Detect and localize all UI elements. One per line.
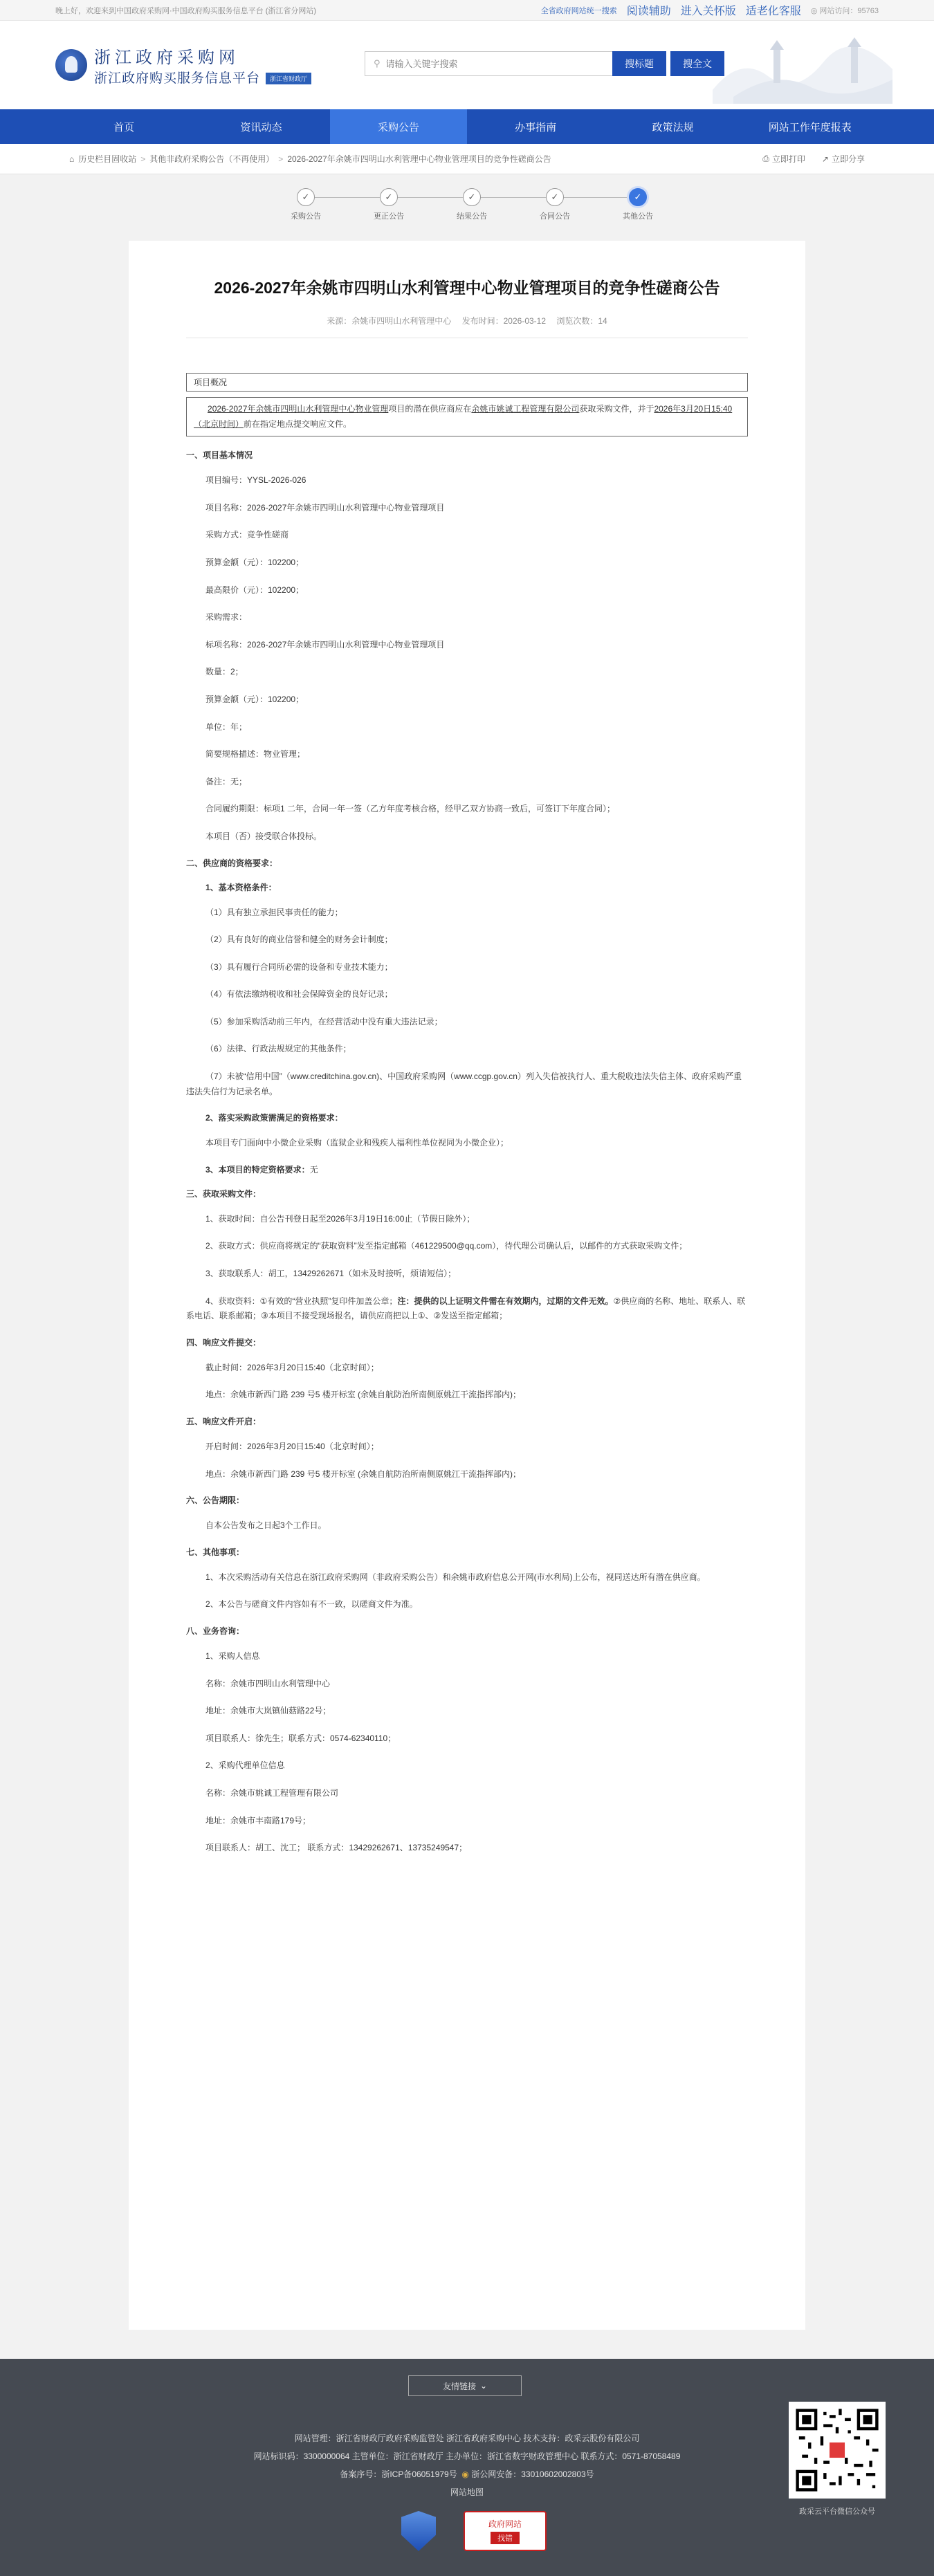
- footer-badges: [401, 2511, 547, 2551]
- submission-deadline: 截止时间：2026年3月20日15:40（北京时间）；: [205, 1362, 379, 1372]
- step-result[interactable]: [441, 188, 503, 221]
- overview-project-name: 2026-2027年余姚市四明山水利管理中心物业管理: [208, 404, 389, 414]
- section-submission: 四、响应文件提交：: [186, 1337, 262, 1347]
- print-label: 立即打印: [771, 154, 805, 164]
- gov-site-error-report-badge[interactable]: [464, 2511, 547, 2551]
- icp-number[interactable]: 备案序号：浙ICP备06051979号: [340, 2469, 457, 2479]
- landscape-decoration: [713, 28, 892, 104]
- overview-heading-text: 项目概况: [194, 378, 228, 387]
- policy-qualifications: 2、落实采购政策需满足的资格要求：: [205, 1113, 343, 1123]
- share-icon: ↗: [821, 154, 829, 164]
- quantity: 数量：2；: [205, 667, 244, 677]
- breadcrumb-bar: [0, 144, 934, 174]
- purchaser-name: 名称：余姚市四明山水利管理中心: [205, 1678, 331, 1689]
- share-button[interactable]: [822, 153, 865, 165]
- nav-news[interactable]: 资讯动态: [240, 121, 282, 134]
- nav-home[interactable]: 首页: [113, 121, 135, 134]
- print-button[interactable]: [762, 153, 805, 165]
- section-other: 七、其他事项：: [186, 1547, 245, 1557]
- overview-deadline: 2026年3月20日15:40（北京时间）: [194, 404, 733, 429]
- qualification-item: （5）参加采购活动前三年内，在经营活动中没有重大违法记录；: [205, 1016, 443, 1027]
- site-logo[interactable]: [55, 44, 311, 86]
- sme-policy: 本项目专门面向中小微企业采购（监狱企业和残疾人福利性单位视同为小微企业）；: [205, 1138, 509, 1148]
- logo-line1: 浙江政府采购网: [94, 48, 239, 67]
- wechat-qr-code: [789, 2402, 886, 2499]
- obtain-contact: 3、获取联系人：胡工，13429262671（如未及时接听，烦请短信）；: [205, 1269, 457, 1279]
- check-icon: ✓: [629, 188, 647, 206]
- notice-progress: [0, 174, 934, 241]
- site-header: [0, 21, 934, 109]
- breadcrumb-separator: >: [278, 154, 284, 164]
- breadcrumb-item-other[interactable]: 其他非政府采购公告（不再使用）: [149, 154, 275, 164]
- qualification-item-credit: （7）未被“信用中国”（www.creditchina.gov.cn)、中国政府采购网（www.ccgp.gov.cn）列入失信被执行人、重大税收违法失信主体、政府采购严重违法失信行为记录名单。: [186, 1071, 742, 1096]
- notice-period: 自本公告发布之日起3个工作日。: [205, 1520, 327, 1531]
- friend-links-label: 友情链接: [442, 2381, 476, 2391]
- nav-annual-report[interactable]: 网站工作年度报表: [768, 121, 852, 134]
- section-basic-info: 一、项目基本情况: [186, 450, 253, 461]
- gov-search-link[interactable]: 全省政府网站统一搜索: [540, 6, 617, 15]
- purchaser-contact: 项目联系人：徐先生；联系方式：0574-62340110；: [205, 1733, 396, 1743]
- step-label: 结果公告: [457, 212, 487, 221]
- visit-count-text: 网站访问：95763: [819, 6, 879, 15]
- welcome-text: 晚上好，欢迎来到中国政府采购网·中国政府购买服务信息平台 (浙江省分网站): [55, 6, 317, 15]
- special-qualifications: [205, 1163, 748, 1175]
- obtain-materials-c: ②供应商的名称、地址、联系人、联系电话、联系邮箱；③本项目不接受现场报名，请供应商把以上①、②发送至指定邮箱；: [186, 1296, 746, 1321]
- section-consultation: 八、业务咨询：: [186, 1626, 245, 1636]
- top-bar-links: [541, 2, 879, 18]
- site-map-link[interactable]: 网站地图: [450, 2487, 484, 2497]
- purchaser-address: 地址：余姚市大岚镇仙菇路22号；: [205, 1706, 331, 1716]
- police-record[interactable]: 浙公网安备：33010602002803号: [471, 2469, 594, 2479]
- breadcrumb-separator: >: [140, 154, 146, 164]
- check-icon: ✓: [546, 188, 564, 206]
- nav-announcements[interactable]: 采购公告: [330, 109, 467, 144]
- overview-text-d: 获取采购文件，并于: [579, 404, 654, 414]
- qualification-item: （2）具有良好的商业信誉和健全的财务会计制度；: [205, 935, 393, 945]
- section-obtain-docs: 三、获取采购文件：: [186, 1188, 262, 1199]
- badge-tag: 找错: [491, 2532, 520, 2544]
- section-opening: 五、响应文件开启：: [186, 1417, 262, 1426]
- procurement-needs: 采购需求：: [205, 612, 248, 623]
- qualification-item: （3）具有履行合同所必需的设备和专业技术能力；: [205, 962, 393, 972]
- search-input[interactable]: [386, 59, 594, 69]
- main-nav: [0, 109, 934, 144]
- agency-address: 地址：余姚市丰南路179号；: [205, 1815, 311, 1825]
- contract-period: 合同履约期限：标项1 二年，合同一年一签（乙方年度考核合格，经甲乙双方协商一致后，可签订下年度合同）；: [205, 804, 616, 814]
- search-bar: [365, 51, 724, 76]
- obtain-materials-a: 4、获取资料：①有效的“营业执照”复印件加盖公章；: [205, 1296, 398, 1306]
- check-icon: ✓: [297, 188, 315, 206]
- share-label: 立即分享: [831, 154, 865, 164]
- project-number: 项目编号：YYSL-2026-026: [205, 475, 306, 486]
- unit: 单位：年；: [205, 721, 248, 732]
- eye-icon: ◎: [810, 6, 818, 15]
- article-meta: [186, 315, 748, 338]
- nav-guide[interactable]: 办事指南: [515, 121, 557, 134]
- search-title-button[interactable]: 搜标题: [612, 51, 666, 76]
- friend-links-dropdown[interactable]: [408, 2375, 522, 2396]
- overview-text-f: 前在指定地点提交响应文件。: [244, 418, 352, 429]
- step-procurement[interactable]: [275, 188, 337, 221]
- site-footer: [0, 2359, 934, 2576]
- breadcrumb: [69, 153, 551, 165]
- qualification-item: （6）法律、行政法规规定的其他条件；: [205, 1044, 351, 1054]
- badge-title: 政府网站: [488, 2519, 522, 2529]
- check-icon: ✓: [463, 188, 481, 206]
- elder-service-link[interactable]: 适老化客服: [745, 6, 801, 17]
- budget-amount: 预算金额（元）：102200；: [205, 557, 304, 567]
- overview-box: [186, 397, 748, 436]
- step-other[interactable]: [607, 188, 669, 221]
- other-item: 1、本次采购活动有关信息在浙江政府采购网（非政府采购公告）和余姚市政府信息公开网(市水利局)上公布，视同送达所有潜在供应商。: [205, 1572, 706, 1582]
- basic-qualifications: 1、基本资格条件：: [205, 882, 277, 892]
- elder-mode-link[interactable]: 进入关怀版: [680, 6, 736, 17]
- other-item: 2、本公告与磋商文件内容如有不一致，以磋商文件为准。: [205, 1599, 418, 1610]
- footer-identifier: 网站标识码：3300000064 主管单位：浙江省财政厅 主办单位：浙江省数字财政管理中心 联系方式：0571-87058489: [253, 2451, 681, 2461]
- page-actions: [762, 153, 865, 165]
- logo-line2: 浙江政府购买服务信息平台 浙江省财政厅: [94, 68, 311, 86]
- chevron-down-icon: ⌄: [479, 2381, 488, 2391]
- emblem-icon: [55, 49, 87, 81]
- qualification-item: （4）有依法缴纳税收和社会保障资金的良好记录；: [205, 989, 393, 1000]
- special-qualifications-value: 无: [309, 1164, 318, 1175]
- article-source: 来源：余姚市四明山水利管理中心: [327, 316, 452, 326]
- opening-location: 地点：余姚市新西门路 239 号5 楼开标室 (余姚自航防治所南侧原姚江干流指挥部内)；: [205, 1469, 522, 1479]
- assist-link[interactable]: 阅读辅助: [626, 6, 671, 17]
- police-badge-icon: ◉: [461, 2469, 469, 2479]
- printer-icon: ⎙: [762, 154, 769, 163]
- lot-budget: 预算金额（元）：102200；: [205, 694, 304, 704]
- purchaser-heading: 1、采购人信息: [205, 1650, 260, 1661]
- step-correction[interactable]: [358, 188, 420, 221]
- agency-name: 名称：余姚市姚诚工程管理有限公司: [205, 1787, 339, 1798]
- max-price: 最高限价（元）：102200；: [205, 585, 304, 595]
- lot-name: 标项名称：2026-2027年余姚市四明山水利管理中心物业管理项目: [205, 639, 445, 650]
- article-date: 发布时间：2026-03-12: [461, 316, 547, 326]
- section-qualifications: 二、供应商的资格要求：: [186, 858, 278, 868]
- home-icon: ⌂: [69, 154, 75, 164]
- logo-badge: 浙江省财政厅: [266, 73, 311, 84]
- remarks: 备注：无；: [205, 776, 248, 786]
- check-icon: ✓: [380, 188, 398, 206]
- obtain-materials: [186, 1294, 748, 1324]
- opening-time: 开启时间：2026年3月20日15:40（北京时间）；: [205, 1442, 379, 1451]
- step-contract[interactable]: [524, 188, 586, 221]
- logo-text: [94, 44, 311, 86]
- search-box[interactable]: [365, 51, 612, 76]
- spec-description: 简要规格描述：物业管理；: [205, 749, 306, 760]
- overview-heading: [186, 373, 748, 392]
- obtain-time: 1、获取时间：自公告刊登日起至2026年3月19日16:00止（节假日除外）；: [205, 1213, 475, 1224]
- agency-heading: 2、采购代理单位信息: [205, 1760, 285, 1771]
- search-icon: ⚲: [374, 58, 381, 68]
- agency-contact: 项目联系人：胡工、沈工； 联系方式：13429262671、13735249547；: [205, 1843, 468, 1853]
- footer-management: 网站管理：浙江省财政厅政府采购监管处 浙江省政府采购中心 技术支持：政采云股份有限公司: [294, 2434, 640, 2443]
- overview-text-b: 项目的潜在供应商应在: [388, 404, 472, 414]
- breadcrumb-item-current: 2026-2027年余姚市四明山水利管理中心物业管理项目的竞争性磋商公告: [287, 154, 551, 164]
- obtain-materials-note: 注：提供的以上证明文件需在有效期内，过期的文件无效。: [397, 1296, 614, 1306]
- breadcrumb-item-history[interactable]: 历史栏目固收站: [78, 154, 137, 164]
- overview-agency: 余姚市姚诚工程管理有限公司: [471, 404, 580, 414]
- consortium-note: 本项目（否）接受联合体投标。: [205, 831, 322, 841]
- obtain-method: 2、获取方式：供应商将规定的“获取资料”发至指定邮箱（461229500@qq.com），待代理公司确认后，以邮件的方式获取采购文件；: [205, 1241, 688, 1251]
- special-qualifications-label: 3、本项目的特定资格要求：: [205, 1164, 310, 1175]
- step-label: 采购公告: [291, 212, 321, 221]
- party-gov-shield-icon[interactable]: [401, 2511, 436, 2551]
- project-name: 项目名称：2026-2027年余姚市四明山水利管理中心物业管理项目: [205, 502, 445, 513]
- search-fulltext-button[interactable]: 搜全文: [670, 51, 724, 76]
- top-bar: [0, 0, 934, 21]
- article-content: [129, 241, 805, 2330]
- step-label: 其他公告: [623, 212, 653, 221]
- nav-policy[interactable]: 政策法规: [652, 121, 694, 134]
- procurement-method: 采购方式：竞争性磋商: [205, 530, 289, 540]
- submission-location: 地点：余姚市新西门路 239 号5 楼开标室 (余姚自航防治所南侧原姚江干流指挥部内)；: [205, 1390, 522, 1400]
- visit-counter: [811, 5, 879, 16]
- step-label: 合同公告: [540, 212, 570, 221]
- article-title: 2026-2027年余姚市四明山水利管理中心物业管理项目的竞争性磋商公告: [214, 279, 720, 297]
- article-views: 浏览次数：14: [556, 316, 607, 326]
- section-notice-period: 六、公告期限：: [186, 1496, 245, 1506]
- qualification-item: （1）具有独立承担民事责任的能力；: [205, 907, 343, 917]
- step-label: 更正公告: [374, 212, 404, 221]
- qr-caption: 政采云平台微信公众号: [799, 2508, 875, 2516]
